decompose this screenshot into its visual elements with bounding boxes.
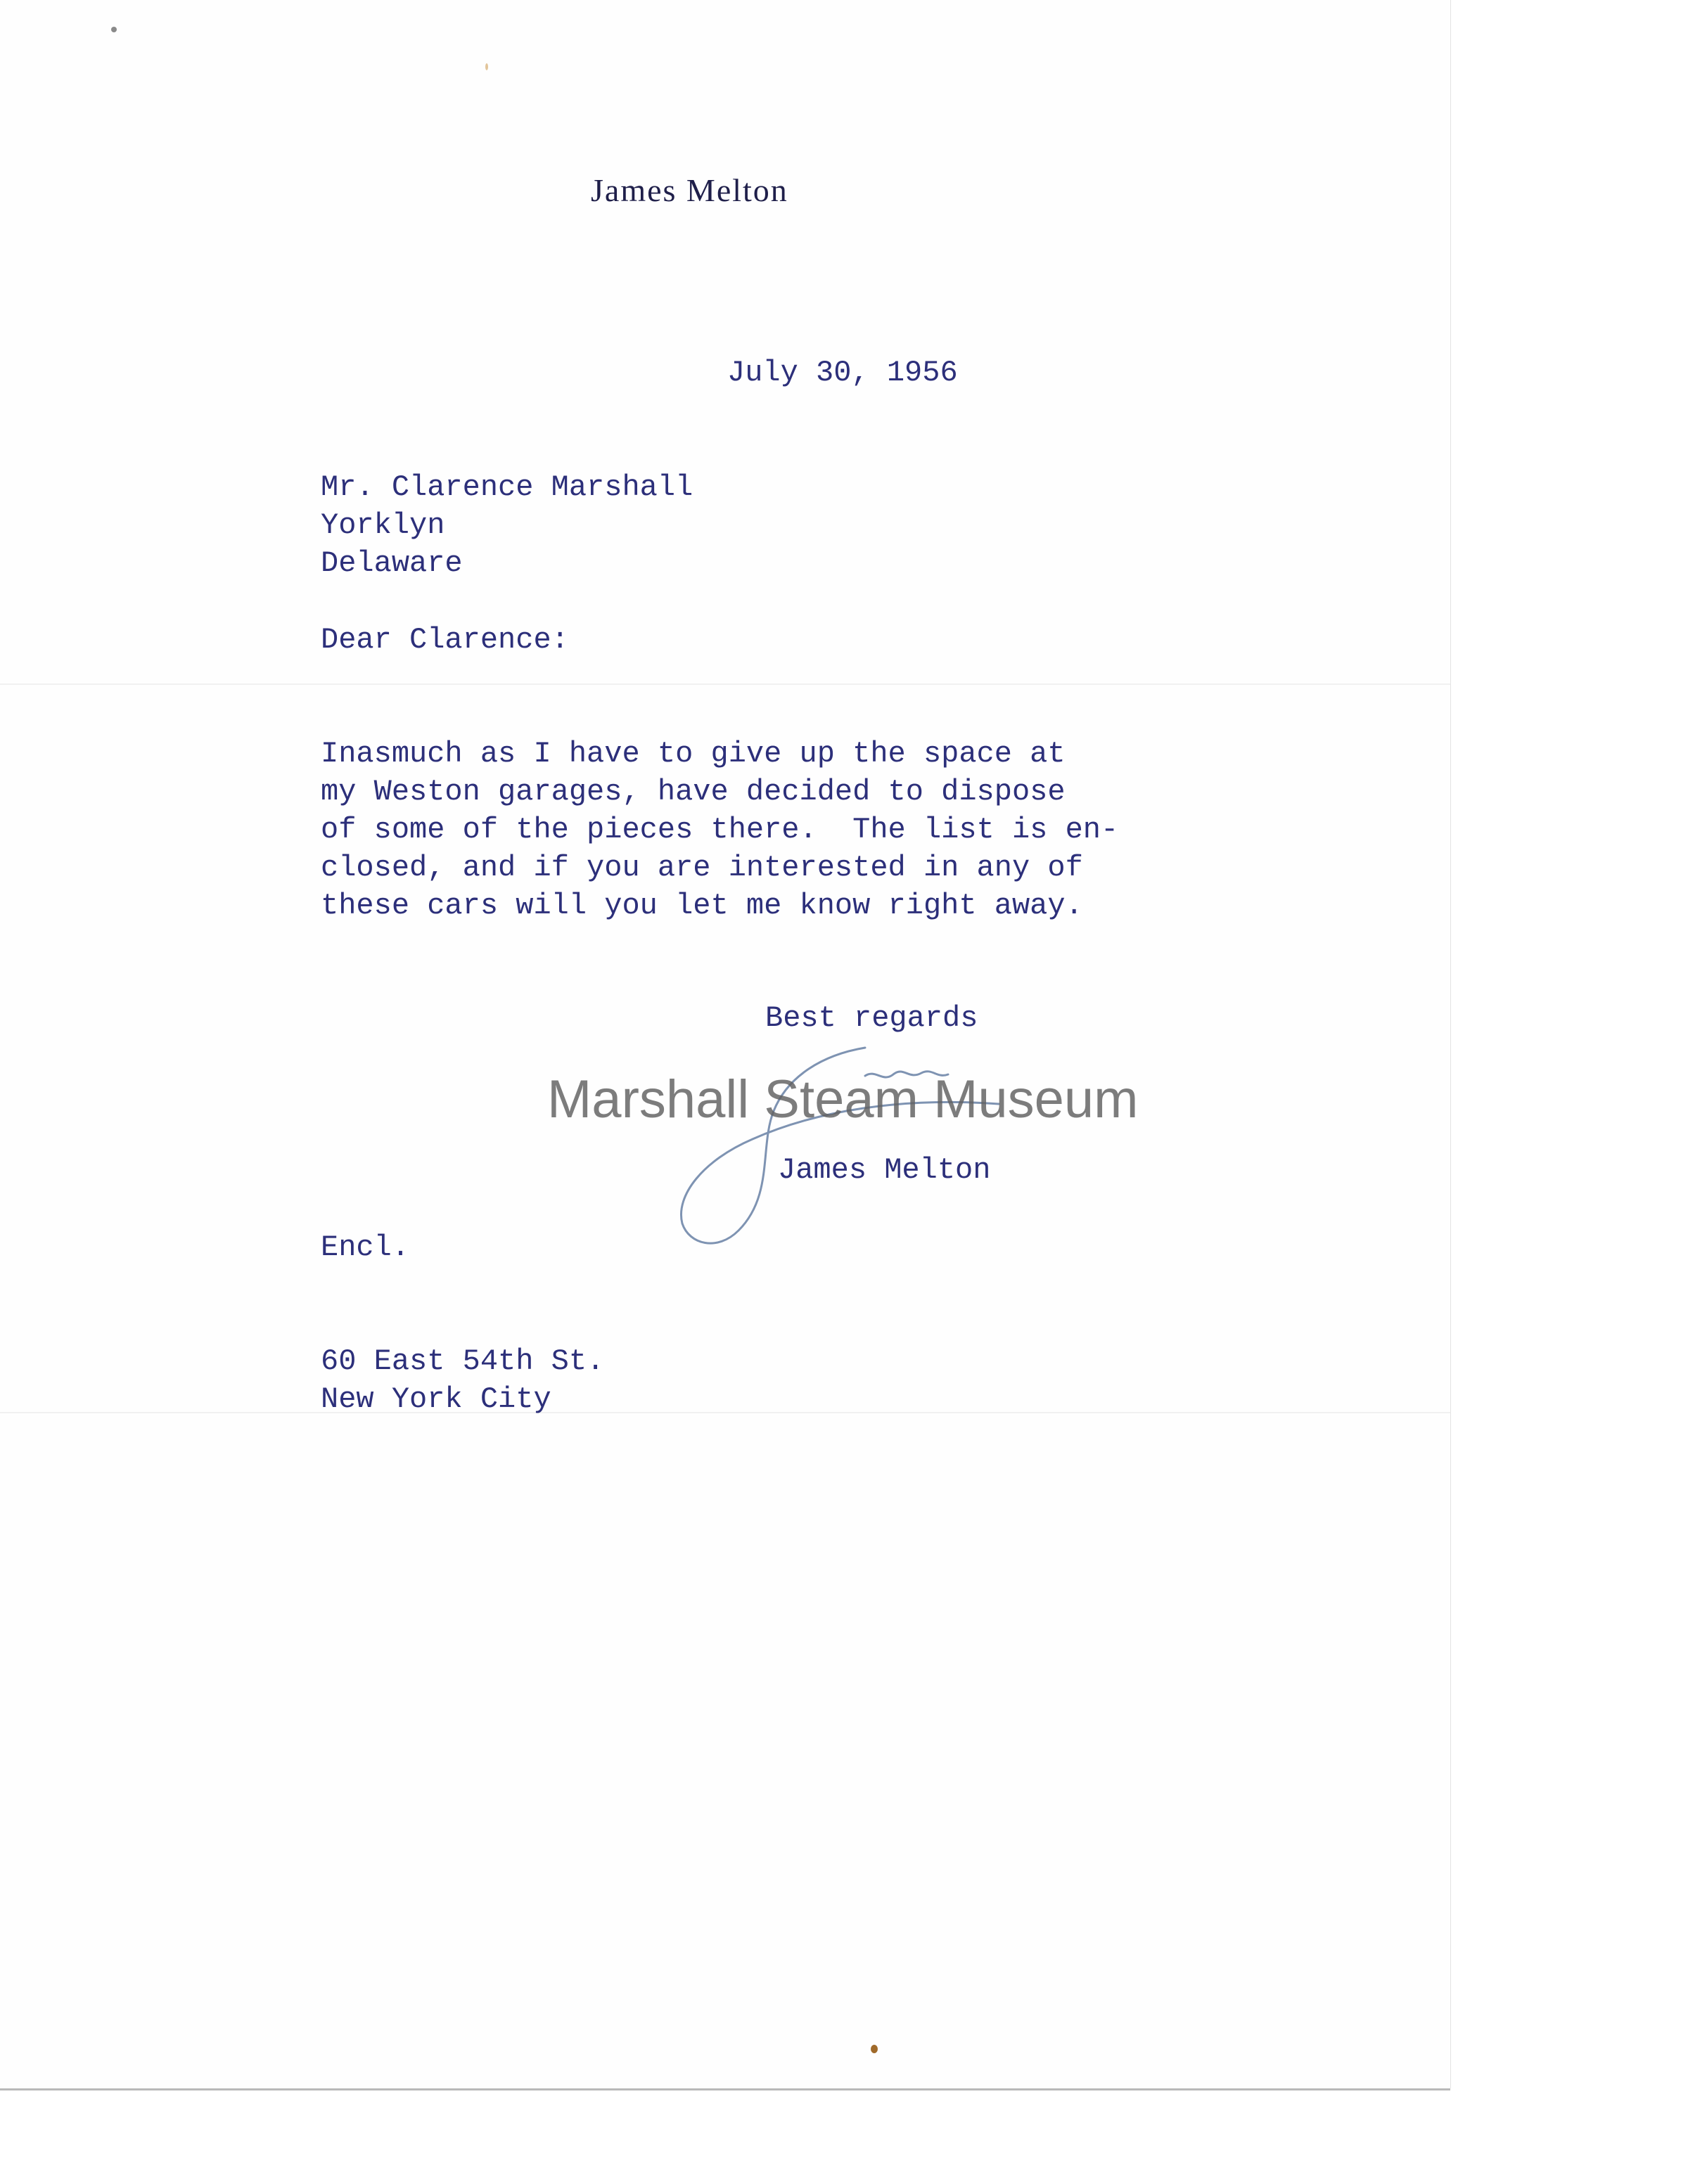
letter-date: July 30, 1956	[727, 356, 958, 390]
sender-address-line: New York City	[321, 1382, 551, 1416]
body-line: Inasmuch as I have to give up the space at	[321, 737, 1066, 771]
letterhead-name: James Melton	[591, 172, 788, 208]
sender-address	[321, 1342, 604, 1418]
recipient-line: Mr. Clarence Marshall	[321, 470, 693, 504]
fold-crease	[0, 1412, 1450, 1413]
paper-speck	[485, 63, 488, 70]
paper-speck	[111, 27, 117, 32]
recipient-line: Delaware	[321, 546, 463, 580]
paper-speck	[871, 2045, 878, 2053]
handwritten-signature	[633, 1034, 1027, 1259]
letter-body	[321, 735, 1118, 925]
closing: Best regards	[765, 1001, 978, 1035]
paper-edge	[0, 2088, 1450, 2090]
fold-crease	[0, 683, 1450, 685]
signature-name: James Melton	[778, 1153, 991, 1187]
body-line: these cars will you let me know right away.	[321, 889, 1083, 923]
watermark: Marshall Steam Museum	[547, 1069, 1139, 1129]
body-line: of some of the pieces there. The list is en-	[321, 813, 1119, 847]
salutation: Dear Clarence:	[321, 623, 569, 657]
recipient-line: Yorklyn	[321, 508, 445, 542]
sender-address-line: 60 East 54th St.	[321, 1344, 605, 1378]
body-line: closed, and if you are interested in any of	[321, 851, 1083, 885]
enclosure-note: Encl.	[321, 1231, 410, 1264]
recipient-address	[321, 468, 693, 582]
body-line: my Weston garages, have decided to dispose	[321, 775, 1066, 809]
